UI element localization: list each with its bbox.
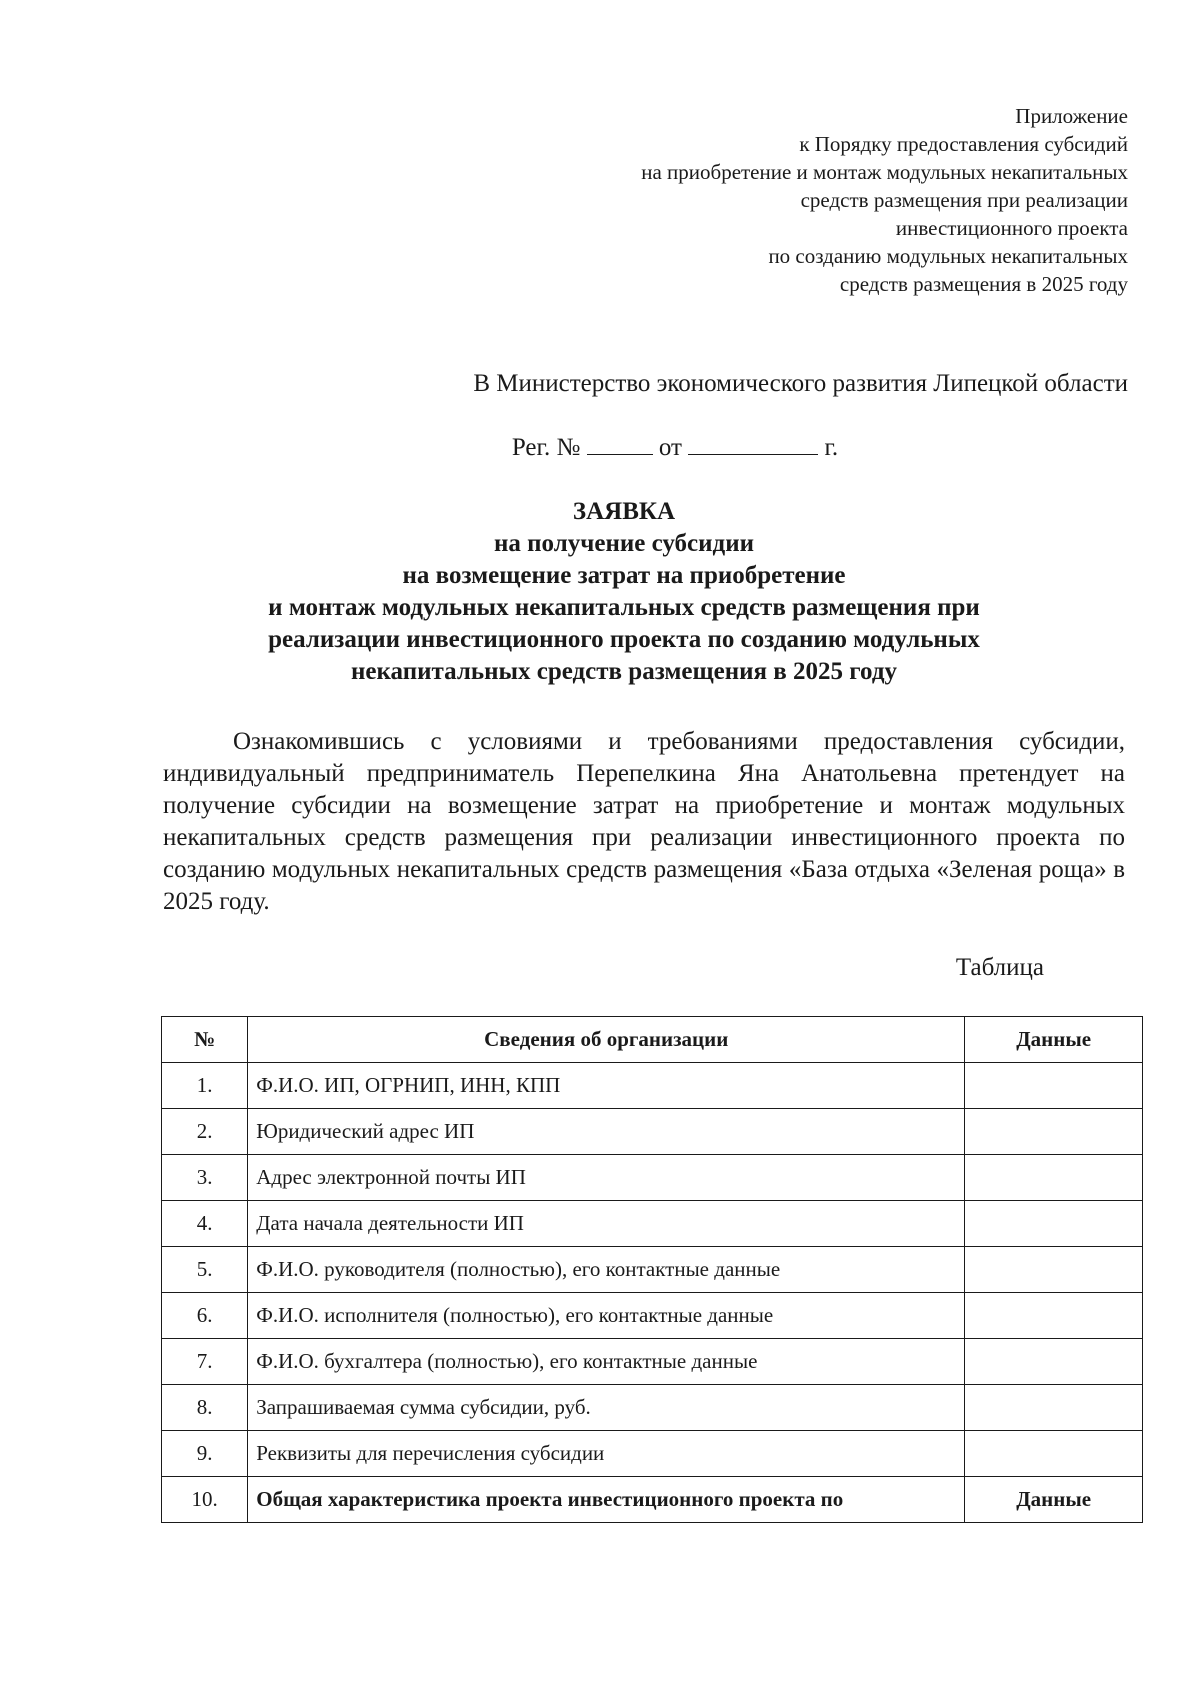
table-caption: Таблица	[955, 954, 1044, 981]
row-desc: Реквизиты для перечисления субсидии	[248, 1431, 965, 1477]
row-desc: Ф.И.О. руководителя (полностью), его контактные данные	[248, 1247, 965, 1293]
row-num: 9.	[162, 1431, 248, 1477]
row-desc: Юридический адрес ИП	[248, 1109, 965, 1155]
row-num: 7.	[162, 1339, 248, 1385]
title-line: реализации инвестиционного проекта по созданию модульных	[268, 626, 980, 653]
title-line: некапитальных средств размещения в 2025 году	[351, 658, 897, 685]
annex-line: к Порядку предоставления субсидий	[799, 132, 1128, 156]
table-row	[162, 1063, 1143, 1109]
registration-from: от	[658, 434, 682, 461]
title-line: на получение субсидии	[494, 530, 754, 557]
document-title	[160, 496, 1088, 688]
registration-date-blank	[688, 432, 818, 455]
row-data	[965, 1109, 1143, 1155]
row-num: 1.	[162, 1063, 248, 1109]
annex-line: по созданию модульных некапитальных	[768, 244, 1128, 268]
row-desc: Ф.И.О. бухгалтера (полностью), его контактные данные	[248, 1339, 965, 1385]
table-row	[162, 1477, 1143, 1523]
row-data	[965, 1155, 1143, 1201]
row-data	[965, 1293, 1143, 1339]
row-data	[965, 1063, 1143, 1109]
row-data	[965, 1201, 1143, 1247]
row-desc: Общая характеристика проекта инвестиционного проекта по	[248, 1477, 965, 1523]
registration-suffix: г.	[824, 434, 839, 461]
table-row	[162, 1293, 1143, 1339]
header-num: №	[162, 1017, 248, 1063]
row-num: 5.	[162, 1247, 248, 1293]
registration-prefix: Рег. №	[511, 434, 581, 461]
table-row	[162, 1431, 1143, 1477]
table-row	[162, 1247, 1143, 1293]
table-header-row	[162, 1017, 1143, 1063]
organization-info-table	[161, 1016, 1143, 1523]
registration-number-blank	[587, 432, 653, 455]
row-data	[965, 1247, 1143, 1293]
row-num: 10.	[162, 1477, 248, 1523]
table-row	[162, 1339, 1143, 1385]
annex-line: на приобретение и монтаж модульных некапитальных	[641, 160, 1128, 184]
table-row	[162, 1155, 1143, 1201]
row-num: 3.	[162, 1155, 248, 1201]
header-data: Данные	[965, 1017, 1143, 1063]
table-row	[162, 1385, 1143, 1431]
title-line: на возмещение затрат на приобретение	[402, 562, 846, 589]
annex-line: Приложение	[1015, 104, 1128, 128]
row-desc: Ф.И.О. ИП, ОГРНИП, ИНН, КПП	[248, 1063, 965, 1109]
row-desc: Адрес электронной почты ИП	[248, 1155, 965, 1201]
header-desc: Сведения об организации	[248, 1017, 965, 1063]
row-data: Данные	[965, 1477, 1143, 1523]
table-row	[162, 1201, 1143, 1247]
row-data	[965, 1385, 1143, 1431]
row-desc: Ф.И.О. исполнителя (полностью), его контактные данные	[248, 1293, 965, 1339]
intro-paragraph: Ознакомившись с условиями и требованиями предоставления субсидии, индивидуальный предприниматель Перепелкина Яна Анатольевна претендует на получение субсидии на возмещение затрат на приобретение и монтаж модульных некапитальных средств размещения при реализации инвестиционного проекта по созданию модульных некапитальных средств размещения «База отдыха «Зеленая роща» в 2025 году.	[163, 728, 1125, 915]
row-desc: Запрашиваемая сумма субсидии, руб.	[248, 1385, 965, 1431]
row-num: 6.	[162, 1293, 248, 1339]
row-data	[965, 1431, 1143, 1477]
row-num: 2.	[162, 1109, 248, 1155]
table-row	[162, 1109, 1143, 1155]
annex-line: средств размещения в 2025 году	[839, 272, 1128, 296]
row-num: 4.	[162, 1201, 248, 1247]
title-line: и монтаж модульных некапитальных средств размещения при	[268, 594, 980, 621]
addressee: В Министерство экономического развития Липецкой области	[473, 370, 1128, 397]
annex-line: средств размещения при реализации	[800, 188, 1128, 212]
title-line: ЗАЯВКА	[572, 498, 676, 525]
registration-line	[0, 432, 1200, 464]
row-data	[965, 1339, 1143, 1385]
row-desc: Дата начала деятельности ИП	[248, 1201, 965, 1247]
annex-line: инвестиционного проекта	[895, 216, 1128, 240]
row-num: 8.	[162, 1385, 248, 1431]
annex-header	[641, 102, 1128, 298]
